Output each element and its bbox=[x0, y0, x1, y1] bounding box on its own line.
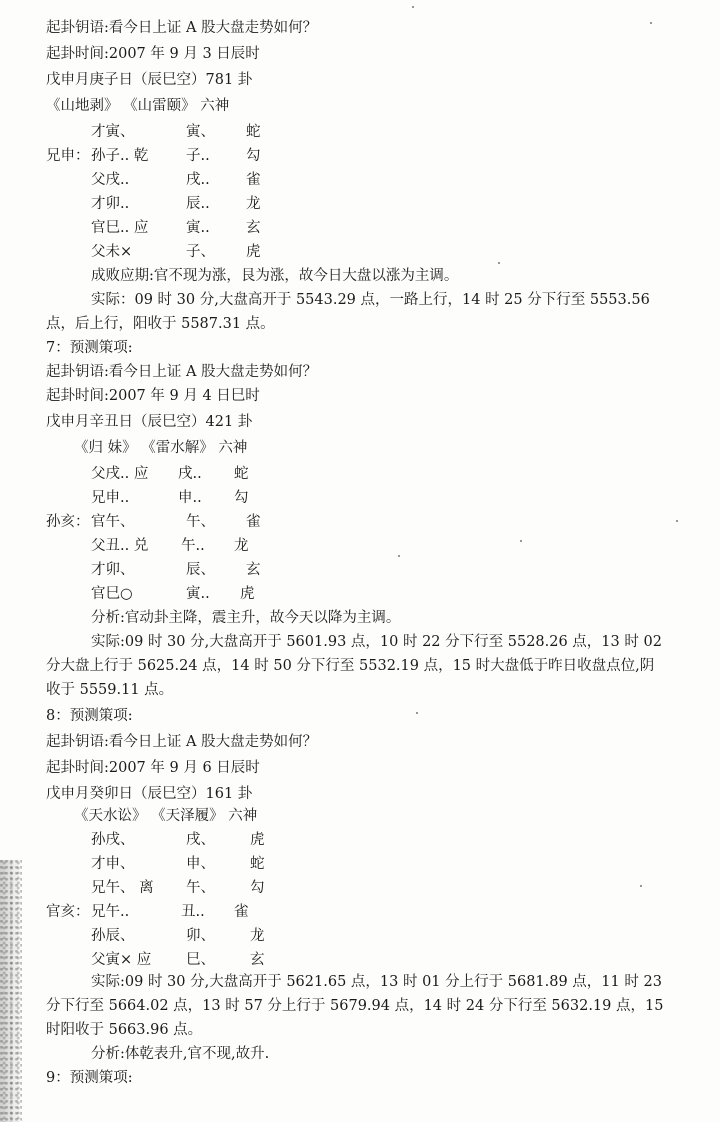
yao-change: 子.. bbox=[186, 148, 210, 164]
yao-change: 戌、 bbox=[186, 832, 215, 848]
case9-heading: 9：预测策项: bbox=[46, 1070, 133, 1086]
case6-actual: 实际：09 时 30 分,大盘高开于 5543.29 点，一路上行，14 时 25 分下行至 5553.56 点，后上行，阳收于 5587.31 点。 bbox=[46, 292, 650, 332]
yao-change: 寅.. bbox=[186, 220, 210, 236]
yao-god: 雀 bbox=[234, 904, 249, 920]
case7-yao-4 bbox=[46, 536, 346, 556]
case6-yao-1 bbox=[46, 122, 346, 142]
yao-change: 申.. bbox=[178, 490, 202, 506]
case6-yao-3 bbox=[46, 170, 346, 190]
case7-day: 戊申月辛丑日（辰巳空）421 卦 bbox=[46, 414, 253, 430]
case7-analysis: 分析:官动卦主降，震主升，故今天以降为主调。 bbox=[91, 610, 401, 626]
scan-speck bbox=[398, 555, 400, 557]
yao-god: 虎 bbox=[250, 832, 265, 848]
yao-change: 辰.. bbox=[186, 196, 210, 212]
case6-day: 戊申月庚子日（辰巳空）781 卦 bbox=[46, 72, 253, 88]
yao-change: 辰、 bbox=[186, 562, 215, 578]
case8-yao-6 bbox=[46, 950, 346, 970]
case6-yao-2 bbox=[46, 146, 346, 166]
scan-speck bbox=[416, 712, 418, 714]
case8-yao-2 bbox=[46, 854, 346, 874]
yao-main: 才卯.. bbox=[91, 196, 130, 212]
yao-change: 丑.. bbox=[181, 904, 205, 920]
yao-main: 兄申.. bbox=[91, 490, 130, 506]
yao-change: 午、 bbox=[186, 514, 215, 530]
yao-change: 子、 bbox=[186, 244, 215, 260]
yao-change: 寅、 bbox=[186, 124, 215, 140]
yao-main: 官巳.. 应 bbox=[91, 220, 149, 236]
yao-main: 父丑.. 兑 bbox=[91, 538, 149, 554]
case8-yao-4 bbox=[46, 902, 346, 922]
case7-yao-1 bbox=[46, 464, 346, 484]
case8-time: 起卦时间:2007 年 9 月 6 日辰时 bbox=[46, 760, 260, 776]
yao-change: 寅.. bbox=[186, 586, 210, 602]
yao-main: 兄午.. bbox=[91, 904, 130, 920]
case6-analysis: 成败应期:官不现为涨，艮为涨，故今日大盘以涨为主调。 bbox=[91, 268, 459, 284]
yao-change: 戌.. bbox=[186, 172, 210, 188]
yao-main: 父戌.. 应 bbox=[91, 466, 149, 482]
scan-speck bbox=[640, 885, 642, 887]
yao-main: 父寅× 应 bbox=[91, 952, 152, 968]
case7-gua: 《归 妹》 《雷水解》 六神 bbox=[74, 440, 248, 456]
yao-god: 玄 bbox=[246, 220, 261, 236]
case8-yao-5 bbox=[46, 926, 346, 946]
yao-main: 孙辰、 bbox=[91, 928, 135, 944]
case7-yao-6 bbox=[46, 584, 346, 604]
yao-prefix: 官亥： bbox=[46, 904, 90, 920]
case8-yao-1 bbox=[46, 830, 346, 850]
yao-main: 父戌.. bbox=[91, 172, 130, 188]
yao-change: 卯、 bbox=[186, 928, 215, 944]
yao-god: 勾 bbox=[234, 490, 249, 506]
yao-god: 龙 bbox=[246, 196, 261, 212]
case8-yao-3 bbox=[46, 878, 346, 898]
yao-change: 申、 bbox=[186, 856, 215, 872]
yao-main: 官巳○ bbox=[91, 586, 133, 602]
yao-god: 虎 bbox=[246, 244, 261, 260]
case7-yao-2 bbox=[46, 488, 346, 508]
case7-actual: 实际:09 时 30 分,大盘高开于 5601.93 点，10 时 22 分下行至 5528.26 点，13 时 02 分大盘上行于 5625.24 点，14 时 50 分下行至 5532.19 点，15 时大盘低于昨日收盘点位,阴收于 5559.11 点。 bbox=[46, 634, 662, 698]
case7-time: 起卦时间:2007 年 9 月 4 日巳时 bbox=[46, 388, 260, 404]
yao-change: 巳、 bbox=[186, 952, 215, 968]
yao-main: 兄午、 离 bbox=[91, 880, 154, 896]
yao-change: 午、 bbox=[186, 880, 215, 896]
yao-god: 蛇 bbox=[250, 856, 265, 872]
case8-question: 起卦钥语:看今日上证 A 股大盘走势如何？ bbox=[46, 734, 318, 750]
case6-gua: 《山地剥》 《山雷颐》 六神 bbox=[46, 98, 230, 114]
case6-yao-4 bbox=[46, 194, 346, 214]
scan-speck bbox=[650, 22, 652, 24]
case7-yao-3 bbox=[46, 512, 346, 532]
case8-gua: 《天水讼》 《天泽履》 六神 bbox=[74, 808, 258, 824]
yao-god: 雀 bbox=[246, 514, 261, 530]
yao-god: 蛇 bbox=[246, 124, 261, 140]
yao-god: 勾 bbox=[246, 148, 261, 164]
yao-god: 虎 bbox=[240, 586, 255, 602]
case6-time: 起卦时间:2007 年 9 月 3 日辰时 bbox=[46, 46, 260, 62]
case7-yao-5 bbox=[46, 560, 346, 580]
scan-speck bbox=[676, 520, 678, 522]
case6-question: 起卦钥语:看今日上证 A 股大盘走势如何？ bbox=[46, 20, 318, 36]
case8-day: 戊申月癸卯日（辰巳空）161 卦 bbox=[46, 786, 253, 802]
yao-god: 蛇 bbox=[234, 466, 249, 482]
yao-main: 才卯、 bbox=[91, 562, 135, 578]
case7-heading: 7：预测策项: bbox=[46, 340, 133, 356]
yao-god: 龙 bbox=[234, 538, 249, 554]
case8-analysis: 分析:体乾表升,官不现,故升. bbox=[91, 1046, 270, 1062]
scan-speck bbox=[520, 540, 522, 542]
yao-god: 雀 bbox=[246, 172, 261, 188]
yao-main: 孙戌、 bbox=[91, 832, 135, 848]
yao-god: 龙 bbox=[250, 928, 265, 944]
yao-change: 戌.. bbox=[178, 466, 202, 482]
case8-actual: 实际:09 时 30 分,大盘高开于 5621.65 点，13 时 01 分上行于 5681.89 点，11 时 23 分下行至 5664.02 点，13 时 57 分上行于 5679.94 点，14 时 24 分下行至 5632.19 点，15 时阳收于 5663.96 点。 bbox=[46, 974, 664, 1038]
case6-yao-6 bbox=[46, 242, 346, 262]
yao-prefix: 兄申： bbox=[46, 148, 90, 164]
yao-main: 孙子.. 乾 bbox=[91, 148, 149, 164]
scan-edge-shadow bbox=[0, 860, 22, 1122]
yao-god: 玄 bbox=[250, 952, 265, 968]
yao-prefix: 孙亥： bbox=[46, 514, 90, 530]
yao-main: 才申、 bbox=[91, 856, 135, 872]
scan-speck bbox=[412, 6, 414, 8]
scan-speck bbox=[498, 262, 500, 264]
yao-god: 勾 bbox=[250, 880, 265, 896]
yao-main: 父未× bbox=[91, 244, 133, 260]
case6-yao-5 bbox=[46, 218, 346, 238]
yao-change: 午.. bbox=[181, 538, 205, 554]
case8-heading: 8：预测策项: bbox=[46, 708, 133, 724]
case7-question: 起卦钥语:看今日上证 A 股大盘走势如何？ bbox=[46, 364, 318, 380]
yao-main: 官午、 bbox=[91, 514, 135, 530]
yao-god: 玄 bbox=[246, 562, 261, 578]
yao-main: 才寅、 bbox=[91, 124, 135, 140]
